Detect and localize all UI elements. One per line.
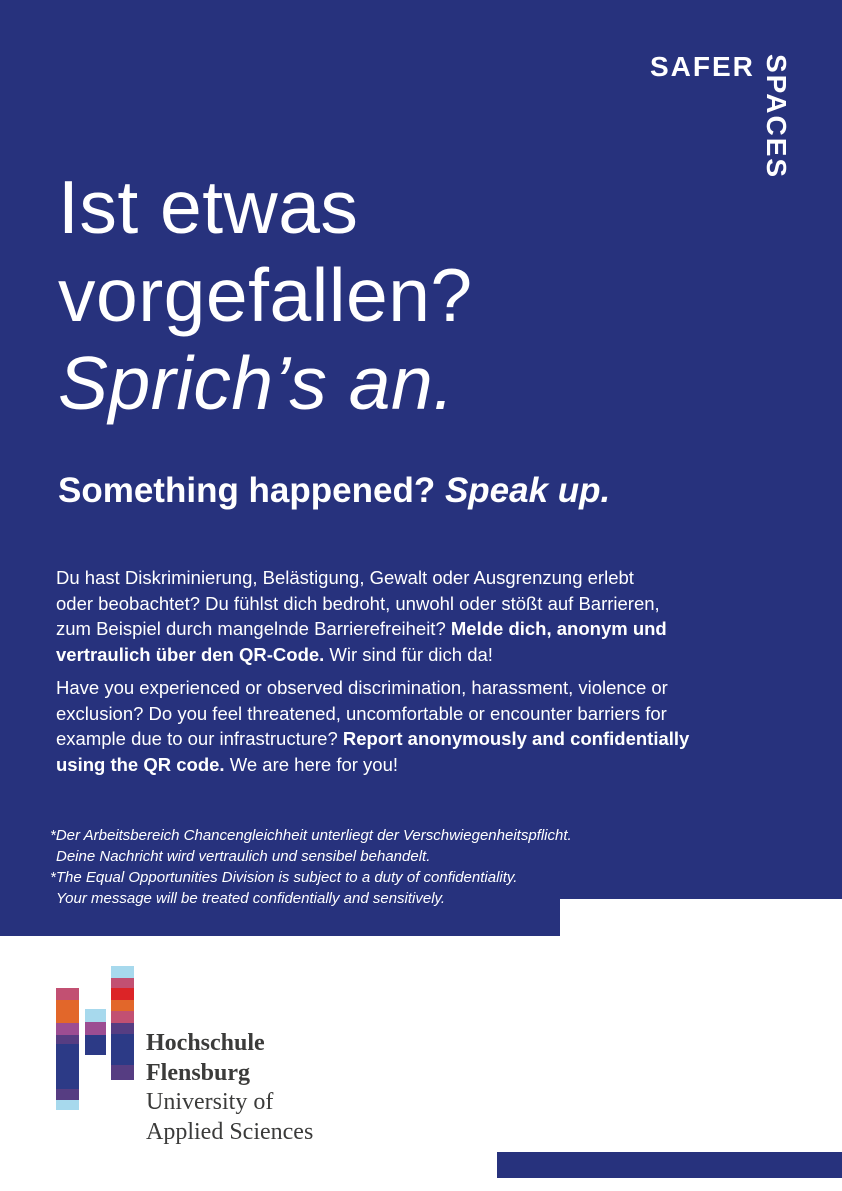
logo-mark-block — [85, 1035, 106, 1055]
paragraph-english-line: exclusion? Do you feel threatened, uncomfortable or encounter barriers for — [56, 702, 667, 724]
paragraph-german-line: zum Beispiel durch mangelnde Barrierefreiheit? Melde dich, anonym und — [56, 618, 667, 640]
logo-mark-block — [56, 1023, 79, 1035]
logo-mark-block — [111, 1034, 134, 1065]
logo-mark-block — [111, 1000, 134, 1011]
logo-mark-bar — [85, 1009, 106, 1055]
university-name-en-1: University of — [146, 1089, 274, 1115]
paragraph-german — [56, 565, 667, 667]
university-name-de-1: Hochschule — [146, 1030, 265, 1056]
paragraph-german-line: vertraulich über den QR-Code. Wir sind für dich da! — [56, 643, 493, 665]
logo-mark-block — [111, 1023, 134, 1034]
headline-line-3-italic: Sprich’s an. — [58, 341, 455, 425]
logo-mark-block — [111, 988, 134, 1000]
logo-mark-block — [111, 978, 134, 988]
logo-mark-block — [111, 1011, 134, 1023]
bottom-accent-bar — [497, 1152, 842, 1178]
headline — [58, 163, 473, 427]
footnote-line-en-1: *The Equal Opportunities Division is subject to a duty of confidentiality. — [50, 869, 518, 886]
paragraph-german-line: oder beobachtet? Du fühlst dich bedroht, unwohl oder stößt auf Barrieren, — [56, 592, 660, 614]
logo-mark-block — [56, 988, 79, 1000]
subheadline-regular: Something happened? — [58, 471, 445, 510]
footnote-line-de-1: *Der Arbeitsbereich Chancengleichheit unterliegt der Verschwiegenheitspflicht. — [50, 827, 572, 844]
subheadline-italic: Speak up. — [444, 471, 611, 510]
university-name-en-2: Applied Sciences — [146, 1118, 314, 1145]
subheadline — [58, 470, 610, 512]
logo-mark-block — [56, 1100, 79, 1110]
hochschule-flensburg-logo-text — [146, 1029, 313, 1147]
brand-spaces-vertical-text: SPACES — [761, 54, 792, 180]
footnote-line-de-2: Deine Nachricht wird vertraulich und sensibel behandelt. — [56, 848, 431, 865]
footnote-line-en-2: Your message will be treated confidentially and sensitively. — [56, 890, 446, 907]
paragraph-english-line: using the QR code. We are here for you! — [56, 753, 399, 775]
paragraph-german-line: Du hast Diskriminierung, Belästigung, Gewalt oder Ausgrenzung erlebt — [56, 567, 634, 588]
logo-mark-block — [85, 1022, 106, 1035]
logo-mark-block — [56, 1044, 79, 1089]
logo-mark-block — [111, 966, 134, 978]
logo-mark-block — [56, 1089, 79, 1100]
headline-line-2: vorgefallen? — [58, 253, 473, 337]
paragraph-english-line: Have you experienced or observed discrimination, harassment, violence or — [56, 677, 668, 698]
logo-mark-block — [56, 1035, 79, 1044]
logo-mark-block — [85, 1009, 106, 1022]
logo-mark-bar — [111, 966, 134, 1080]
paragraph-english-line: example due to our infrastructure? Report anonymously and confidentially — [56, 728, 690, 750]
logo-mark-block — [111, 1065, 134, 1080]
headline-line-1: Ist etwas — [58, 165, 359, 249]
brand-safer-text: SAFER — [650, 51, 755, 82]
logo-mark-block — [56, 1000, 79, 1023]
confidentiality-footnote — [50, 825, 572, 909]
university-name-de-2: Flensburg — [146, 1059, 251, 1086]
logo-mark-bar — [56, 988, 79, 1110]
paragraph-english — [56, 675, 689, 777]
